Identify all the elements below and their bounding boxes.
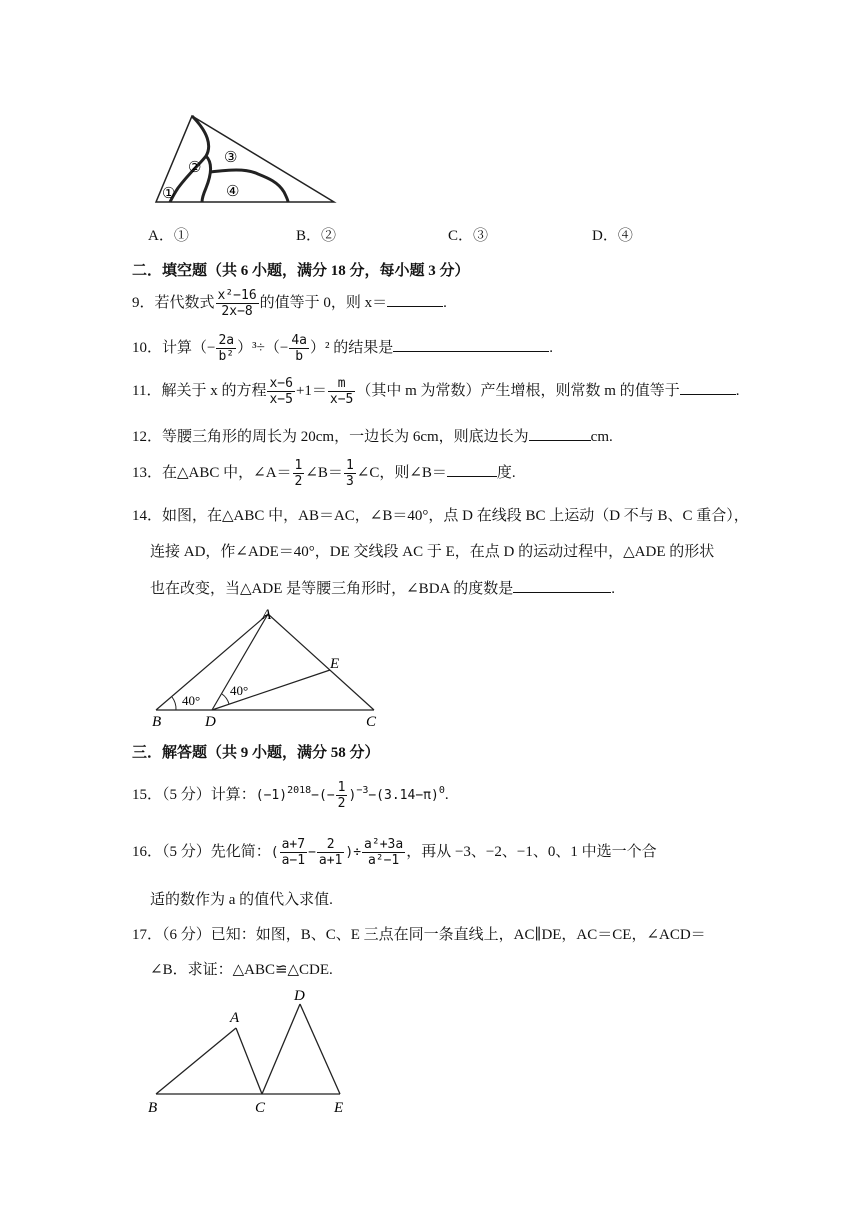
vertex-a: A: [230, 1010, 240, 1026]
q8-option-d: D．④: [592, 228, 633, 244]
region-label-4: ④: [226, 184, 240, 200]
question-14-line-1: 14．如图，在△ABC 中，AB＝AC，∠B＝40°，点 D 在线段 BC 上运动（D 不与 B、C 重合），: [132, 508, 749, 524]
angle-d-label: 40°: [230, 683, 249, 698]
vertex-c: C: [366, 714, 377, 730]
question-14-line-2: 连接 AD，作∠ADE＝40°，DE 交线段 AC 于 E，在点 D 的运动过程中，△ADE 的形状: [150, 544, 715, 560]
answer-blank: [387, 292, 443, 307]
q14-triangle-figure: [146, 606, 382, 730]
vertex-d: D: [205, 714, 216, 730]
vertex-b: B: [152, 714, 162, 730]
vertex-a: A: [262, 607, 272, 623]
question-14-line-3: 也在改变，当△ADE 是等腰三角形时，∠BDA 的度数是 .: [150, 578, 615, 599]
question-11: 11．解关于 x 的方程 $\frac{x-6}{x-5}$ +1＝ $\frac{m}{x-5}$ （其中 m 为常数）产生增根，则常数 m 的值等于 .: [132, 376, 740, 407]
q8-option-b: B．②: [296, 228, 337, 244]
question-12: 12．等腰三角形的周长为 20cm，一边长为 6cm，则底边长为 cm.: [132, 426, 613, 447]
q8-option-a: A．①: [148, 228, 189, 244]
answer-blank: [393, 337, 549, 352]
answer-blank: [680, 380, 736, 395]
answer-blank: [529, 426, 591, 441]
question-13: 13．在△ABC 中，∠A＝ $\frac{1}{2}$ ∠B＝ $\frac{1}{3}$ ∠C，则∠B＝ 度.: [132, 458, 516, 489]
answer-blank: [513, 578, 611, 593]
q17-triangles-figure: [144, 986, 350, 1116]
question-17-line-1: 17．（6 分）已知：如图，B、C、E 三点在同一条直线上，AC∥DE，AC＝CE，∠ACD＝: [132, 927, 706, 943]
q8-triangle-figure: [150, 112, 340, 207]
question-10: 10．计算（− $\frac{2a}{\text{b²}}$ ）³÷（− $\frac{4a}{b}$ ）² 的结果是 .: [132, 333, 553, 364]
vertex-d: D: [294, 988, 305, 1004]
vertex-e: E: [330, 656, 340, 672]
section-3-title: 三．解答题（共 9 小题，满分 58 分）: [132, 745, 380, 761]
region-label-1: ①: [162, 186, 176, 202]
question-9: 9．若代数式 $\frac{\text{x²−16}}{2x-8}$ 的值等于 0，则 x＝ .: [132, 288, 447, 319]
section-2-title: 二．填空题（共 6 小题，满分 18 分，每小题 3 分）: [132, 263, 470, 279]
vertex-e: E: [334, 1100, 344, 1116]
angle-b-label: 40°: [182, 693, 201, 708]
answer-blank: [447, 462, 497, 477]
region-label-2: ②: [188, 160, 202, 176]
q8-option-c: C．③: [448, 228, 489, 244]
question-15: 15．（5 分）计算：$(-1)^{2018}-(-$ $\frac{1}{2}$ )$^{-3}-(3.14-\pi)^0$.: [132, 780, 449, 811]
question-16-line-2: 适的数作为 a 的值代入求值.: [150, 892, 333, 908]
vertex-b: B: [148, 1100, 158, 1116]
region-label-3: ③: [224, 150, 238, 166]
question-17-line-2: ∠B．求证：△ABC≌△CDE.: [150, 962, 333, 978]
question-16: 16．（5 分）先化简：( $\frac{a+7}{a-1}$ − $\frac{2}{a+1}$ )÷ $\frac{\text{a²+3a}}{\text{a²−1}}$ ，再从 −3、−2、−1、0、1 中选一个合: [132, 837, 657, 868]
vertex-c: C: [255, 1100, 266, 1116]
